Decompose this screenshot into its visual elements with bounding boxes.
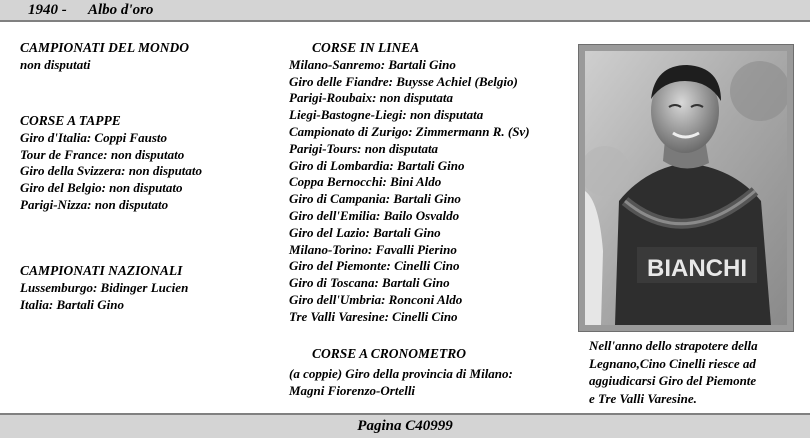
list-item: Giro del Piemonte: Cinelli Cino	[289, 258, 460, 274]
jersey-text: BIANCHI	[647, 255, 747, 282]
list-item: Giro della Svizzera: non disputato	[20, 163, 203, 179]
photo-frame	[578, 44, 794, 332]
list-item: (a coppie) Giro della provincia di Milano:	[289, 365, 513, 381]
list-item: Parigi-Tours: non disputata	[289, 140, 439, 156]
list-item: Liegi-Bastogne-Liegi: non disputata	[289, 107, 484, 123]
list-item: Giro di Lombardia: Bartali Gino	[289, 157, 465, 173]
list-item: Giro di Toscana: Bartali Gino	[289, 275, 450, 291]
photo-caption	[589, 337, 758, 407]
linea-section	[289, 40, 530, 326]
list-item: Parigi-Roubaix: non disputata	[289, 90, 453, 106]
section-title-crono: CORSE A CRONOMETRO	[312, 346, 467, 361]
year-label: 1940 -	[28, 2, 67, 18]
cyclist-photo	[585, 51, 787, 325]
list-item: Milano-Torino: Favalli Pierino	[289, 241, 457, 257]
list-item: Giro delle Fiandre: Buysse Achiel (Belgio)	[289, 73, 518, 89]
nazionali-section	[20, 263, 188, 313]
section-title-tappe: CORSE A TAPPE	[20, 113, 121, 128]
list-item: Italia: Bartali Gino	[20, 296, 125, 312]
list-item: Campionato di Zurigo: Zimmermann R. (Sv)	[289, 123, 530, 139]
list-item: Tre Valli Varesine: Cinelli Cino	[289, 308, 458, 324]
list-item: Giro di Campania: Bartali Gino	[289, 191, 461, 207]
caption-line: Legnano,Cino Cinelli riesce ad	[589, 355, 756, 371]
mondo-value: non disputati	[20, 56, 91, 72]
list-item: Milano-Sanremo: Bartali Gino	[289, 56, 456, 72]
list-item: Tour de France: non disputato	[20, 146, 185, 162]
section-title-nazionali: CAMPIONATI NAZIONALI	[20, 263, 183, 278]
crono-section	[289, 346, 513, 399]
title-bar	[0, 0, 810, 22]
list-item: Giro dell'Umbria: Ronconi Aldo	[289, 291, 463, 307]
page-number: Pagina C40999	[357, 418, 453, 434]
list-item: Giro d'Italia: Coppi Fausto	[20, 129, 167, 145]
list-item: Coppa Bernocchi: Bini Aldo	[289, 174, 442, 190]
list-item: Giro del Belgio: non disputato	[20, 180, 183, 196]
section-title-linea: CORSE IN LINEA	[312, 40, 420, 55]
list-item: Giro del Lazio: Bartali Gino	[289, 224, 441, 240]
page-title: Albo d'oro	[88, 2, 154, 18]
footer-bar	[0, 413, 810, 438]
tappe-section	[20, 113, 202, 214]
left-column	[20, 40, 189, 74]
list-item: Lussemburgo: Bidinger Lucien	[20, 279, 189, 295]
list-item: Parigi-Nizza: non disputato	[20, 196, 169, 212]
list-item: Giro dell'Emilia: Bailo Osvaldo	[289, 207, 460, 223]
caption-line: aggiudicarsi Giro del Piemonte	[589, 373, 757, 388]
caption-line: e Tre Valli Varesine.	[589, 390, 697, 406]
section-title-mondo: CAMPIONATI DEL MONDO	[20, 40, 190, 55]
list-item: Magni Fiorenzo-Ortelli	[289, 382, 416, 398]
caption-line: Nell'anno dello strapotere della	[589, 338, 758, 353]
